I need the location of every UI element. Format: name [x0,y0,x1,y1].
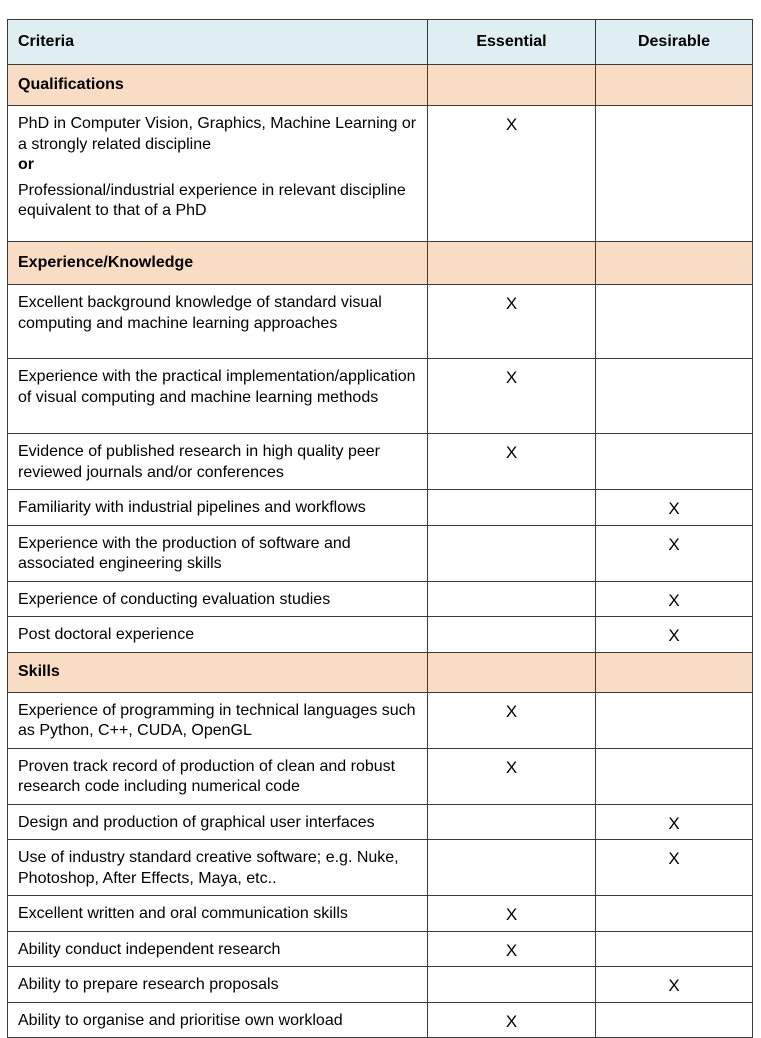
essential-cell [428,748,596,804]
section-title: Experience/Knowledge [8,242,428,285]
desirable-cell [596,896,753,932]
table-row [8,804,753,840]
table-row [8,692,753,748]
desirable-mark: X [668,976,680,995]
essential-cell [428,490,596,526]
section-essential-cell [428,652,596,692]
table-row [8,581,753,617]
section-title: Qualifications [8,65,428,106]
essential-cell [428,617,596,653]
criterion-cell: Ability to organise and prioritise own workload [8,1002,428,1038]
criterion-cell: Ability to prepare research proposals [8,967,428,1003]
desirable-mark: X [668,849,680,868]
section-desirable-cell [596,652,753,692]
essential-cell [428,967,596,1003]
table-header-row [8,20,753,65]
essential-mark: X [505,368,518,387]
essential-mark: X [505,905,518,924]
criterion-or-text: or [18,156,34,173]
section-essential-cell [428,242,596,285]
criterion-cell: Design and production of graphical user interfaces [8,804,428,840]
section-row [8,242,753,285]
section-desirable-cell [596,65,753,106]
column-header-criteria: Criteria [8,20,428,65]
criterion-cell: Use of industry standard creative software; e.g. Nuke, Photoshop, After Effects, Maya, etc.. [8,840,428,896]
desirable-cell [596,581,753,617]
column-header-desirable: Desirable [596,20,753,65]
essential-mark: X [505,757,518,777]
desirable-mark: X [668,813,680,833]
essential-cell [428,285,596,359]
table-body [8,65,753,1038]
essential-mark: X [505,1011,518,1031]
table-row [8,434,753,490]
section-essential-cell [428,65,596,106]
essential-cell [428,804,596,840]
table-row [8,967,753,1003]
desirable-cell [596,359,753,434]
criterion-alternative-text: Professional/industrial experience in relevant discipline equivalent to that of a PhD [18,181,406,219]
table-row [8,285,753,359]
criterion-cell: Proven track record of production of clean and robust research code including numerical code [8,748,428,804]
criterion-cell: Experience of conducting evaluation studies [8,581,428,617]
desirable-mark: X [668,499,680,518]
table-row [8,106,753,242]
criterion-text: PhD in Computer Vision, Graphics, Machine Learning or a strongly related discipline [18,115,417,153]
desirable-cell [596,748,753,804]
desirable-cell [596,931,753,967]
criterion-cell: Excellent written and oral communication skills [8,896,428,932]
desirable-cell [596,617,753,653]
criterion-cell: Familiarity with industrial pipelines and workflows [8,490,428,526]
section-row [8,65,753,106]
essential-cell [428,1002,596,1038]
section-desirable-cell [596,242,753,285]
criterion-cell: Experience of programming in technical languages such as Python, C++, CUDA, OpenGL [8,692,428,748]
section-title: Skills [8,652,428,692]
section-row [8,652,753,692]
essential-cell [428,434,596,490]
table-row [8,840,753,896]
column-header-essential: Essential [428,20,596,65]
criterion-cell: Excellent background knowledge of standard visual computing and machine learning approaches [8,285,428,359]
criterion-cell: Evidence of published research in high quality peer reviewed journals and/or conferences [8,434,428,490]
desirable-cell [596,840,753,896]
table-row [8,1002,753,1038]
desirable-cell [596,525,753,581]
desirable-mark: X [668,626,680,645]
desirable-cell [596,434,753,490]
desirable-cell [596,285,753,359]
essential-mark: X [505,443,518,462]
table-row [8,359,753,434]
essential-mark: X [505,115,518,134]
essential-cell [428,840,596,896]
essential-cell [428,359,596,434]
essential-mark: X [505,940,518,960]
essential-cell [428,896,596,932]
essential-cell [428,931,596,967]
criterion-cell: Post doctoral experience [8,617,428,653]
desirable-cell [596,692,753,748]
desirable-cell [596,1002,753,1038]
criterion-cell: Experience with the practical implementation/application of visual computing and machine learning methods [8,359,428,434]
essential-mark: X [505,701,518,721]
desirable-cell [596,490,753,526]
criterion-cell: Ability conduct independent research [8,931,428,967]
desirable-cell [596,967,753,1003]
table-row [8,525,753,581]
essential-cell [428,581,596,617]
desirable-mark: X [668,590,680,610]
table-row [8,490,753,526]
criterion-cell [8,106,428,242]
desirable-mark: X [668,534,680,554]
table-row [8,748,753,804]
criteria-table [7,19,753,1038]
essential-mark: X [505,294,518,313]
table-row [8,931,753,967]
desirable-cell [596,106,753,242]
essential-cell [428,525,596,581]
desirable-cell [596,804,753,840]
table-row [8,617,753,653]
essential-cell [428,692,596,748]
criterion-cell: Experience with the production of software and associated engineering skills [8,525,428,581]
essential-cell [428,106,596,242]
table-row [8,896,753,932]
